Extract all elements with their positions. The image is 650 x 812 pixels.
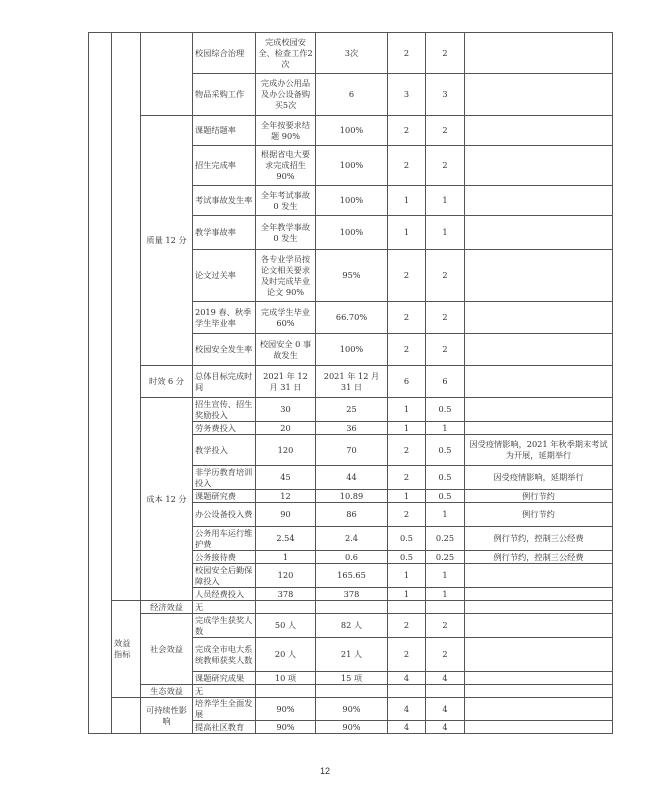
actual-cell: 66.70% xyxy=(316,302,388,334)
note-cell xyxy=(465,422,613,435)
indicator-cell: 提高社区教育 xyxy=(193,721,256,734)
weight-cell: 4 xyxy=(388,698,426,721)
score-cell: 0.5 xyxy=(426,398,465,422)
weight-cell: 4 xyxy=(388,721,426,734)
target-cell: 完成办公用品及办公设备购买5次 xyxy=(256,74,316,116)
target-cell: 2021 年 12 月 31 日 xyxy=(256,366,316,398)
target-cell: 90 xyxy=(256,503,316,527)
indicator-cell: 课题研究费 xyxy=(193,490,256,503)
note-cell xyxy=(465,614,613,638)
score-cell: 2 xyxy=(426,33,465,74)
indicator-cell: 2019 春、秋季学生毕业率 xyxy=(193,302,256,334)
indicator-cell: 课题结题率 xyxy=(193,116,256,146)
target-cell: 120 xyxy=(256,564,316,588)
ecological-group-cell: 生态效益 xyxy=(141,685,193,698)
target-cell: 20 xyxy=(256,422,316,435)
target-cell: 30 xyxy=(256,398,316,422)
weight-cell: 2 xyxy=(388,466,426,490)
note-cell xyxy=(465,398,613,422)
score-cell: 0.5 xyxy=(426,490,465,503)
actual-cell: 90% xyxy=(316,698,388,721)
note-cell xyxy=(465,366,613,398)
actual-cell: 100% xyxy=(316,116,388,146)
indicator-cell: 无 xyxy=(193,601,256,614)
note-cell xyxy=(465,216,613,250)
target-cell: 10 项 xyxy=(256,672,316,685)
weight-cell: 2 xyxy=(388,302,426,334)
note-cell xyxy=(465,588,613,601)
score-cell: 2 xyxy=(426,302,465,334)
indicator-cell: 完成全市电大系统教师获奖人数 xyxy=(193,638,256,672)
indicator-cell: 公务接待费 xyxy=(193,551,256,564)
benefit-category-cell: 效益指标 xyxy=(112,601,141,698)
score-cell: 2 xyxy=(426,250,465,302)
page-number: 12 xyxy=(319,766,330,776)
target-cell: 校园安全 0 事故发生 xyxy=(256,334,316,366)
actual-cell: 100% xyxy=(316,216,388,250)
weight-cell: 2 xyxy=(388,334,426,366)
timeliness-group-cell: 时效 6 分 xyxy=(141,366,193,398)
note-cell xyxy=(465,685,613,698)
weight-cell: 2 xyxy=(388,435,426,466)
indicator-cell: 总体目标完成时间 xyxy=(193,366,256,398)
note-cell: 例行节约，控制三公经费 xyxy=(465,527,613,551)
second-level-indicator-cell xyxy=(112,33,141,601)
note-cell xyxy=(465,564,613,588)
score-cell: 1 xyxy=(426,564,465,588)
actual-cell: 15 项 xyxy=(316,672,388,685)
actual-cell: 36 xyxy=(316,422,388,435)
actual-cell: 100% xyxy=(316,146,388,186)
score-cell: 2 xyxy=(426,146,465,186)
sustainable-group-cell: 可持续性影响 xyxy=(141,698,193,734)
score-cell: 0.25 xyxy=(426,551,465,564)
indicator-cell: 人员经费投入 xyxy=(193,588,256,601)
first-level-indicator-cell xyxy=(89,33,112,734)
target-cell: 50 人 xyxy=(256,614,316,638)
note-cell xyxy=(465,334,613,366)
note-cell xyxy=(465,250,613,302)
weight-cell: 3 xyxy=(388,74,426,116)
indicator-cell: 招生完成率 xyxy=(193,146,256,186)
note-cell: 例行节约 xyxy=(465,503,613,527)
indicator-cell: 公务用车运行维护费 xyxy=(193,527,256,551)
indicator-cell: 招生宣传、招生奖励投入 xyxy=(193,398,256,422)
target-cell: 根据省电大要求完成招生 90% xyxy=(256,146,316,186)
score-cell: 0.5 xyxy=(426,466,465,490)
target-cell: 完成校园安全、检查工作2次 xyxy=(256,33,316,74)
actual-cell: 10.89 xyxy=(316,490,388,503)
actual-cell: 100% xyxy=(316,186,388,216)
target-cell: 120 xyxy=(256,435,316,466)
indicator-cell: 教学事故率 xyxy=(193,216,256,250)
performance-indicator-table xyxy=(88,32,613,734)
target-cell: 全年考试事故 0 发生 xyxy=(256,186,316,216)
weight-cell: 4 xyxy=(388,672,426,685)
actual-cell: 2021 年 12 月 31 日 xyxy=(316,366,388,398)
table-row xyxy=(89,116,613,146)
note-cell xyxy=(465,672,613,685)
actual-cell: 3次 xyxy=(316,33,388,74)
note-cell: 因受疫情影响，2021 年秋季期末考试为开展，延期举行 xyxy=(465,435,613,466)
weight-cell: 2 xyxy=(388,638,426,672)
actual-cell: 90% xyxy=(316,721,388,734)
note-cell xyxy=(465,33,613,74)
indicator-cell: 校园安全后勤保障投入 xyxy=(193,564,256,588)
social-group-cell: 社会效益 xyxy=(141,614,193,685)
actual-cell: 378 xyxy=(316,588,388,601)
target-cell: 全年按要求结题 90% xyxy=(256,116,316,146)
weight-cell xyxy=(388,601,426,614)
note-cell xyxy=(465,601,613,614)
indicator-cell: 校园安全发生率 xyxy=(193,334,256,366)
target-cell: 20 人 xyxy=(256,638,316,672)
table-row xyxy=(89,601,613,614)
actual-cell: 70 xyxy=(316,435,388,466)
actual-cell: 25 xyxy=(316,398,388,422)
actual-cell: 165.65 xyxy=(316,564,388,588)
table-row xyxy=(89,614,613,638)
note-cell: 例行节约，控制三公经费 xyxy=(465,551,613,564)
weight-cell: 2 xyxy=(388,503,426,527)
indicator-cell: 课题研究成果 xyxy=(193,672,256,685)
sustainable-category-cell xyxy=(112,698,141,734)
indicator-cell: 论文过关率 xyxy=(193,250,256,302)
table-row xyxy=(89,398,613,422)
score-cell: 2 xyxy=(426,638,465,672)
score-cell: 1 xyxy=(426,588,465,601)
score-cell: 1 xyxy=(426,186,465,216)
actual-cell: 0.6 xyxy=(316,551,388,564)
score-cell: 4 xyxy=(426,698,465,721)
target-cell: 完成学生毕业 60% xyxy=(256,302,316,334)
target-cell: 各专业学员按论文相关要求及时完成毕业论文 90% xyxy=(256,250,316,302)
target-cell: 90% xyxy=(256,698,316,721)
indicator-cell: 完成学生获奖人数 xyxy=(193,614,256,638)
weight-cell: 1 xyxy=(388,564,426,588)
score-cell: 1 xyxy=(426,503,465,527)
table-row xyxy=(89,33,613,74)
weight-cell: 0.5 xyxy=(388,527,426,551)
weight-cell: 2 xyxy=(388,250,426,302)
weight-cell: 1 xyxy=(388,398,426,422)
score-cell: 0.5 xyxy=(426,435,465,466)
indicator-cell: 教学投入 xyxy=(193,435,256,466)
score-cell: 4 xyxy=(426,721,465,734)
score-cell: 1 xyxy=(426,216,465,250)
actual-cell: 86 xyxy=(316,503,388,527)
cost-group-cell: 成本 12 分 xyxy=(141,398,193,601)
note-cell xyxy=(465,146,613,186)
weight-cell: 2 xyxy=(388,116,426,146)
score-cell: 3 xyxy=(426,74,465,116)
table-row xyxy=(89,685,613,698)
indicator-cell: 培养学生全面发展 xyxy=(193,698,256,721)
target-cell xyxy=(256,685,316,698)
target-cell: 378 xyxy=(256,588,316,601)
target-cell: 90% xyxy=(256,721,316,734)
note-cell: 例行节约 xyxy=(465,490,613,503)
actual-cell: 2.4 xyxy=(316,527,388,551)
target-cell xyxy=(256,601,316,614)
note-cell xyxy=(465,74,613,116)
indicator-cell: 校园综合治理 xyxy=(193,33,256,74)
weight-cell: 2 xyxy=(388,146,426,186)
score-cell: 6 xyxy=(426,366,465,398)
note-cell xyxy=(465,302,613,334)
weight-cell xyxy=(388,685,426,698)
actual-cell: 44 xyxy=(316,466,388,490)
note-cell xyxy=(465,116,613,146)
weight-cell: 1 xyxy=(388,216,426,250)
indicator-cell: 办公设备投入费 xyxy=(193,503,256,527)
weight-cell: 2 xyxy=(388,614,426,638)
target-cell: 全年教学事故 0 发生 xyxy=(256,216,316,250)
weight-cell: 1 xyxy=(388,422,426,435)
indicator-cell: 物品采购工作 xyxy=(193,74,256,116)
note-cell xyxy=(465,721,613,734)
economic-group-cell: 经济效益 xyxy=(141,601,193,614)
target-cell: 2.54 xyxy=(256,527,316,551)
note-cell xyxy=(465,638,613,672)
table-row xyxy=(89,366,613,398)
score-cell: 2 xyxy=(426,334,465,366)
weight-cell: 0.5 xyxy=(388,551,426,564)
actual-cell xyxy=(316,685,388,698)
score-cell xyxy=(426,601,465,614)
indicator-cell: 劳务费投入 xyxy=(193,422,256,435)
weight-cell: 6 xyxy=(388,366,426,398)
group-cell-prev xyxy=(141,33,193,116)
score-cell: 4 xyxy=(426,672,465,685)
score-cell xyxy=(426,685,465,698)
target-cell: 45 xyxy=(256,466,316,490)
quality-group-cell: 质量 12 分 xyxy=(141,116,193,366)
actual-cell: 21 人 xyxy=(316,638,388,672)
indicator-cell: 考试事故发生率 xyxy=(193,186,256,216)
note-cell: 因受疫情影响，延期举行 xyxy=(465,466,613,490)
weight-cell: 1 xyxy=(388,186,426,216)
actual-cell: 100% xyxy=(316,334,388,366)
target-cell: 1 xyxy=(256,551,316,564)
actual-cell: 95% xyxy=(316,250,388,302)
weight-cell: 1 xyxy=(388,490,426,503)
table-row xyxy=(89,698,613,721)
target-cell: 12 xyxy=(256,490,316,503)
note-cell xyxy=(465,698,613,721)
actual-cell xyxy=(316,601,388,614)
actual-cell: 6 xyxy=(316,74,388,116)
score-cell: 2 xyxy=(426,116,465,146)
weight-cell: 2 xyxy=(388,33,426,74)
note-cell xyxy=(465,186,613,216)
indicator-cell: 无 xyxy=(193,685,256,698)
score-cell: 1 xyxy=(426,422,465,435)
weight-cell: 1 xyxy=(388,588,426,601)
actual-cell: 82 人 xyxy=(316,614,388,638)
indicator-cell: 非学历教育培训投入 xyxy=(193,466,256,490)
score-cell: 2 xyxy=(426,614,465,638)
score-cell: 0.25 xyxy=(426,527,465,551)
